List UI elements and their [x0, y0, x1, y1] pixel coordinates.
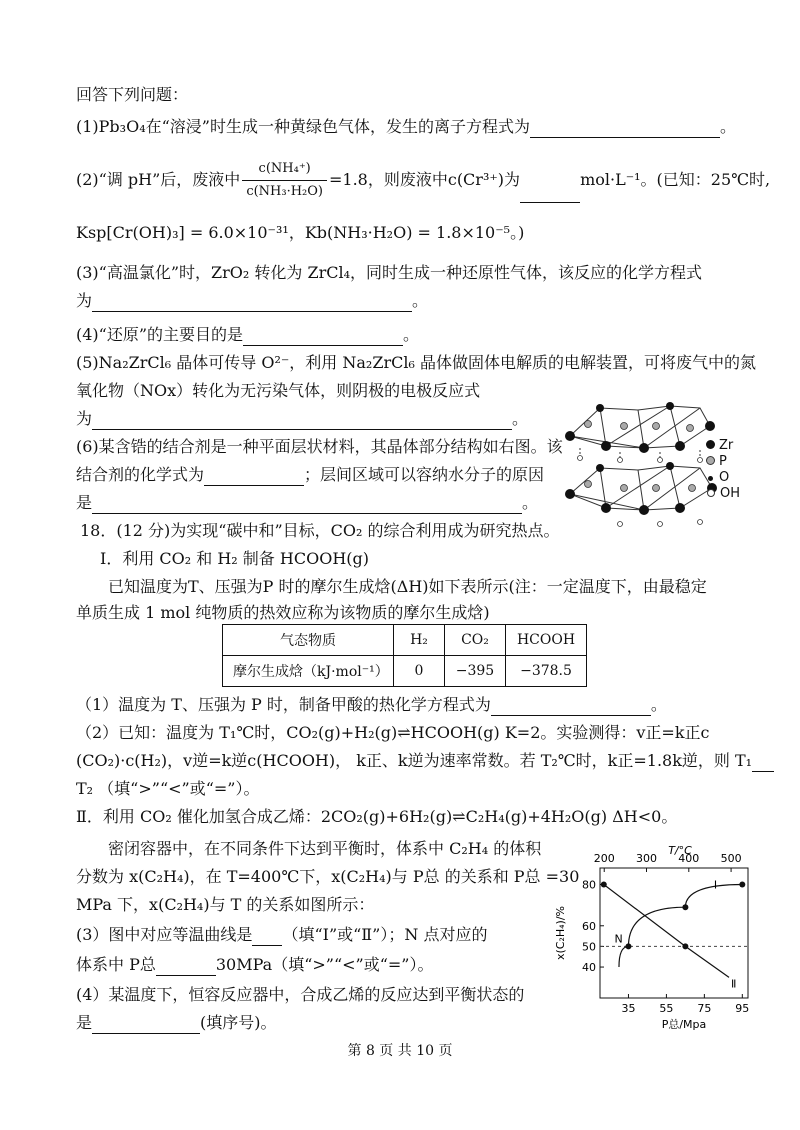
part-2-line-3: MPa 下，x(C₂H₄)与 T 的关系如图所示：: [76, 895, 375, 914]
question-2-known: Ksp[Cr(OH)₃] = 6.0×10⁻³¹，Kb(NH₃·H₂O) = 1.8×10⁻⁵。): [76, 223, 525, 242]
legend-p: P: [706, 454, 740, 470]
question-6-line-2: 结合剂的化学式为 ；层间区域可以容纳水分子的原因: [76, 465, 545, 484]
c2h4-fraction-chart: [550, 846, 760, 1036]
legend-oh: OH: [706, 486, 740, 502]
subquestion-2-line-2: (CO₂)·c(H₂)，v逆=k逆c(HCOOH)， k正、k逆为速率常数。若 T₂℃时，k正=1.8k逆，则 T₁: [76, 750, 774, 772]
table-row: [223, 656, 587, 687]
question-6-line-3: 是 。: [76, 493, 539, 512]
data-point: [682, 943, 688, 949]
top-tick-label: 400: [678, 852, 700, 865]
top-axis-label: T/°C: [668, 846, 692, 857]
part-1-heading: Ⅰ．利用 CO₂ 和 H₂ 制备 HCOOH(g): [100, 549, 370, 568]
question-1: (1)Pb₃O₄在“溶浸”时生成一种黄绿色气体，发生的离子方程式为 。: [76, 117, 736, 136]
answer-blank-18-4[interactable]: [92, 1015, 200, 1034]
table-header-row: [223, 625, 587, 656]
intro-text: 回答下列问题：: [76, 85, 189, 104]
page-footer: 第 8 页 共 10 页: [347, 1043, 453, 1059]
answer-blank-6b[interactable]: [92, 495, 522, 514]
question-3-line-1: (3)“高温氯化”时，ZrO₂ 转化为 ZrCl₄，同时生成一种还原性气体，该反应的化学方程式: [76, 263, 703, 282]
table-cell: 0: [394, 656, 445, 687]
answer-blank-4[interactable]: [243, 327, 403, 346]
table-header: H₂: [394, 625, 445, 656]
ammonium-ratio-fraction: $\frac{\text{c(NH₄⁺)}}{\text{c(NH₃·H₂O)}}$: [242, 158, 327, 203]
y-tick-label: 40: [582, 961, 596, 975]
subquestion-1: （1）温度为 T、压强为 P 时，制备甲酸的热化学方程式为 。: [76, 695, 667, 714]
part-2-heading: Ⅱ．利用 CO₂ 催化加氢合成乙烯：2CO₂(g)+6H₂(g)⇌C₂H₄(g)+4H₂O(g) ΔH<0。: [76, 807, 678, 826]
y-tick-label: 80: [582, 878, 596, 892]
part-1-desc-2: 单质生成 1 mol 纯物质的热效应称为该物质的摩尔生成焓): [76, 603, 490, 622]
subquestion-3-line-1: (3）图中对应等温曲线是 （填“Ⅰ”或“Ⅱ”）；N 点对应的: [76, 925, 488, 944]
question-5-line-3: 为 。: [76, 409, 529, 428]
answer-blank-18-1[interactable]: [491, 697, 651, 716]
question-4: (4)“还原”的主要目的是 。: [76, 325, 420, 344]
crystal-legend: [706, 438, 740, 502]
question-5-line-2: 氧化物（NOx）转化为无污染气体，则阴极的电极反应式: [76, 381, 481, 400]
data-point: [682, 904, 688, 910]
answer-blank-1[interactable]: [530, 119, 720, 138]
molar-enthalpy-table: [222, 624, 587, 687]
series-1-line: [619, 885, 742, 968]
question-5-line-1: (5)Na₂ZrCl₆ 晶体可传导 O²⁻，利用 Na₂ZrCl₆ 晶体做固体电解质的电解装置，可将废气中的氮: [76, 353, 756, 372]
part-2-line-2: 分数为 x(C₂H₄)，在 T=400℃下，x(C₂H₄)与 P总 的关系和 P总 =30: [76, 867, 580, 886]
table-cell: 摩尔生成焓（kJ·mol⁻¹）: [223, 656, 394, 687]
x-axis-label: P总/Mpa: [661, 1018, 707, 1031]
table-header: 气态物质: [223, 625, 394, 656]
answer-blank-2[interactable]: [520, 184, 580, 203]
top-tick-label: 300: [636, 852, 658, 865]
y-tick-label: 50: [582, 940, 596, 954]
part-1-desc-1: 已知温度为T、压强为P 时的摩尔生成焓(ΔH)如下表所示(注：一定温度下，由最稳定: [108, 577, 707, 596]
y-axis-label: x(C₂H₄)/%: [554, 905, 567, 961]
subquestion-2-line-3: T₂ （填“>”“<”或“=”）。: [76, 779, 260, 798]
question-3-line-2: 为 。: [76, 291, 429, 310]
subquestion-4-line-1: (4）某温度下，恒容反应器中，合成乙烯的反应达到平衡状态的: [76, 985, 525, 1004]
question-2: (2)“调 pH”后，废液中 $\frac{\text{c(NH₄⁺)}}{\text{c(NH₃·H₂O)}}$ =1.8，则废液中c(Cr³⁺)为 mol·L⁻¹。(已知：25℃时,: [76, 158, 770, 203]
question-6-line-1: (6)某含锆的结合剂是一种平面层状材料，其晶体部分结构如右图。该: [76, 437, 563, 456]
series-2-label: Ⅱ: [731, 977, 737, 991]
question-18-title: 18．(12 分)为实现“碳中和”目标，CO₂ 的综合利用成为研究热点。: [80, 521, 560, 540]
part-2-line-1: 密闭容器中，在不同条件下达到平衡时，体系中 C₂H₄ 的体积: [108, 839, 542, 858]
answer-blank-18-2[interactable]: [752, 753, 774, 772]
y-tick-label: 60: [582, 919, 596, 933]
subquestion-4-line-2: 是 (填序号)。: [76, 1013, 277, 1032]
data-point: [601, 882, 607, 888]
series-1-label: Ⅰ: [713, 878, 718, 892]
answer-blank-18-3b[interactable]: [156, 957, 216, 976]
answer-blank-6a[interactable]: [204, 467, 304, 486]
table-cell: −378.5: [506, 656, 587, 687]
top-tick-label: 200: [593, 852, 615, 865]
table-header: HCOOH: [506, 625, 587, 656]
answer-blank-3[interactable]: [92, 293, 412, 312]
table-header: CO₂: [445, 625, 506, 656]
top-tick-label: 500: [720, 852, 742, 865]
subquestion-3-line-2: 体系中 P总 30MPa（填“>”“<”或“=”）。: [76, 955, 434, 974]
subquestion-2-line-1: （2）已知：温度为 T₁℃时，CO₂(g)+H₂(g)⇌HCOOH(g) K=2。实验测得：v正=k正c: [76, 723, 710, 742]
x-tick-label: 35: [621, 1002, 636, 1015]
legend-o: O: [706, 470, 740, 486]
answer-blank-18-3a[interactable]: [252, 927, 282, 946]
point-n-label: N: [614, 932, 623, 946]
series-2-line: [604, 885, 729, 978]
data-point: [625, 943, 631, 949]
table-cell: −395: [445, 656, 506, 687]
x-tick-label: 75: [697, 1002, 712, 1015]
legend-zr: Zr: [706, 438, 740, 454]
x-tick-label: 55: [659, 1002, 674, 1015]
answer-blank-5[interactable]: [92, 411, 512, 430]
x-tick-label: 95: [735, 1002, 750, 1015]
data-point: [739, 882, 745, 888]
